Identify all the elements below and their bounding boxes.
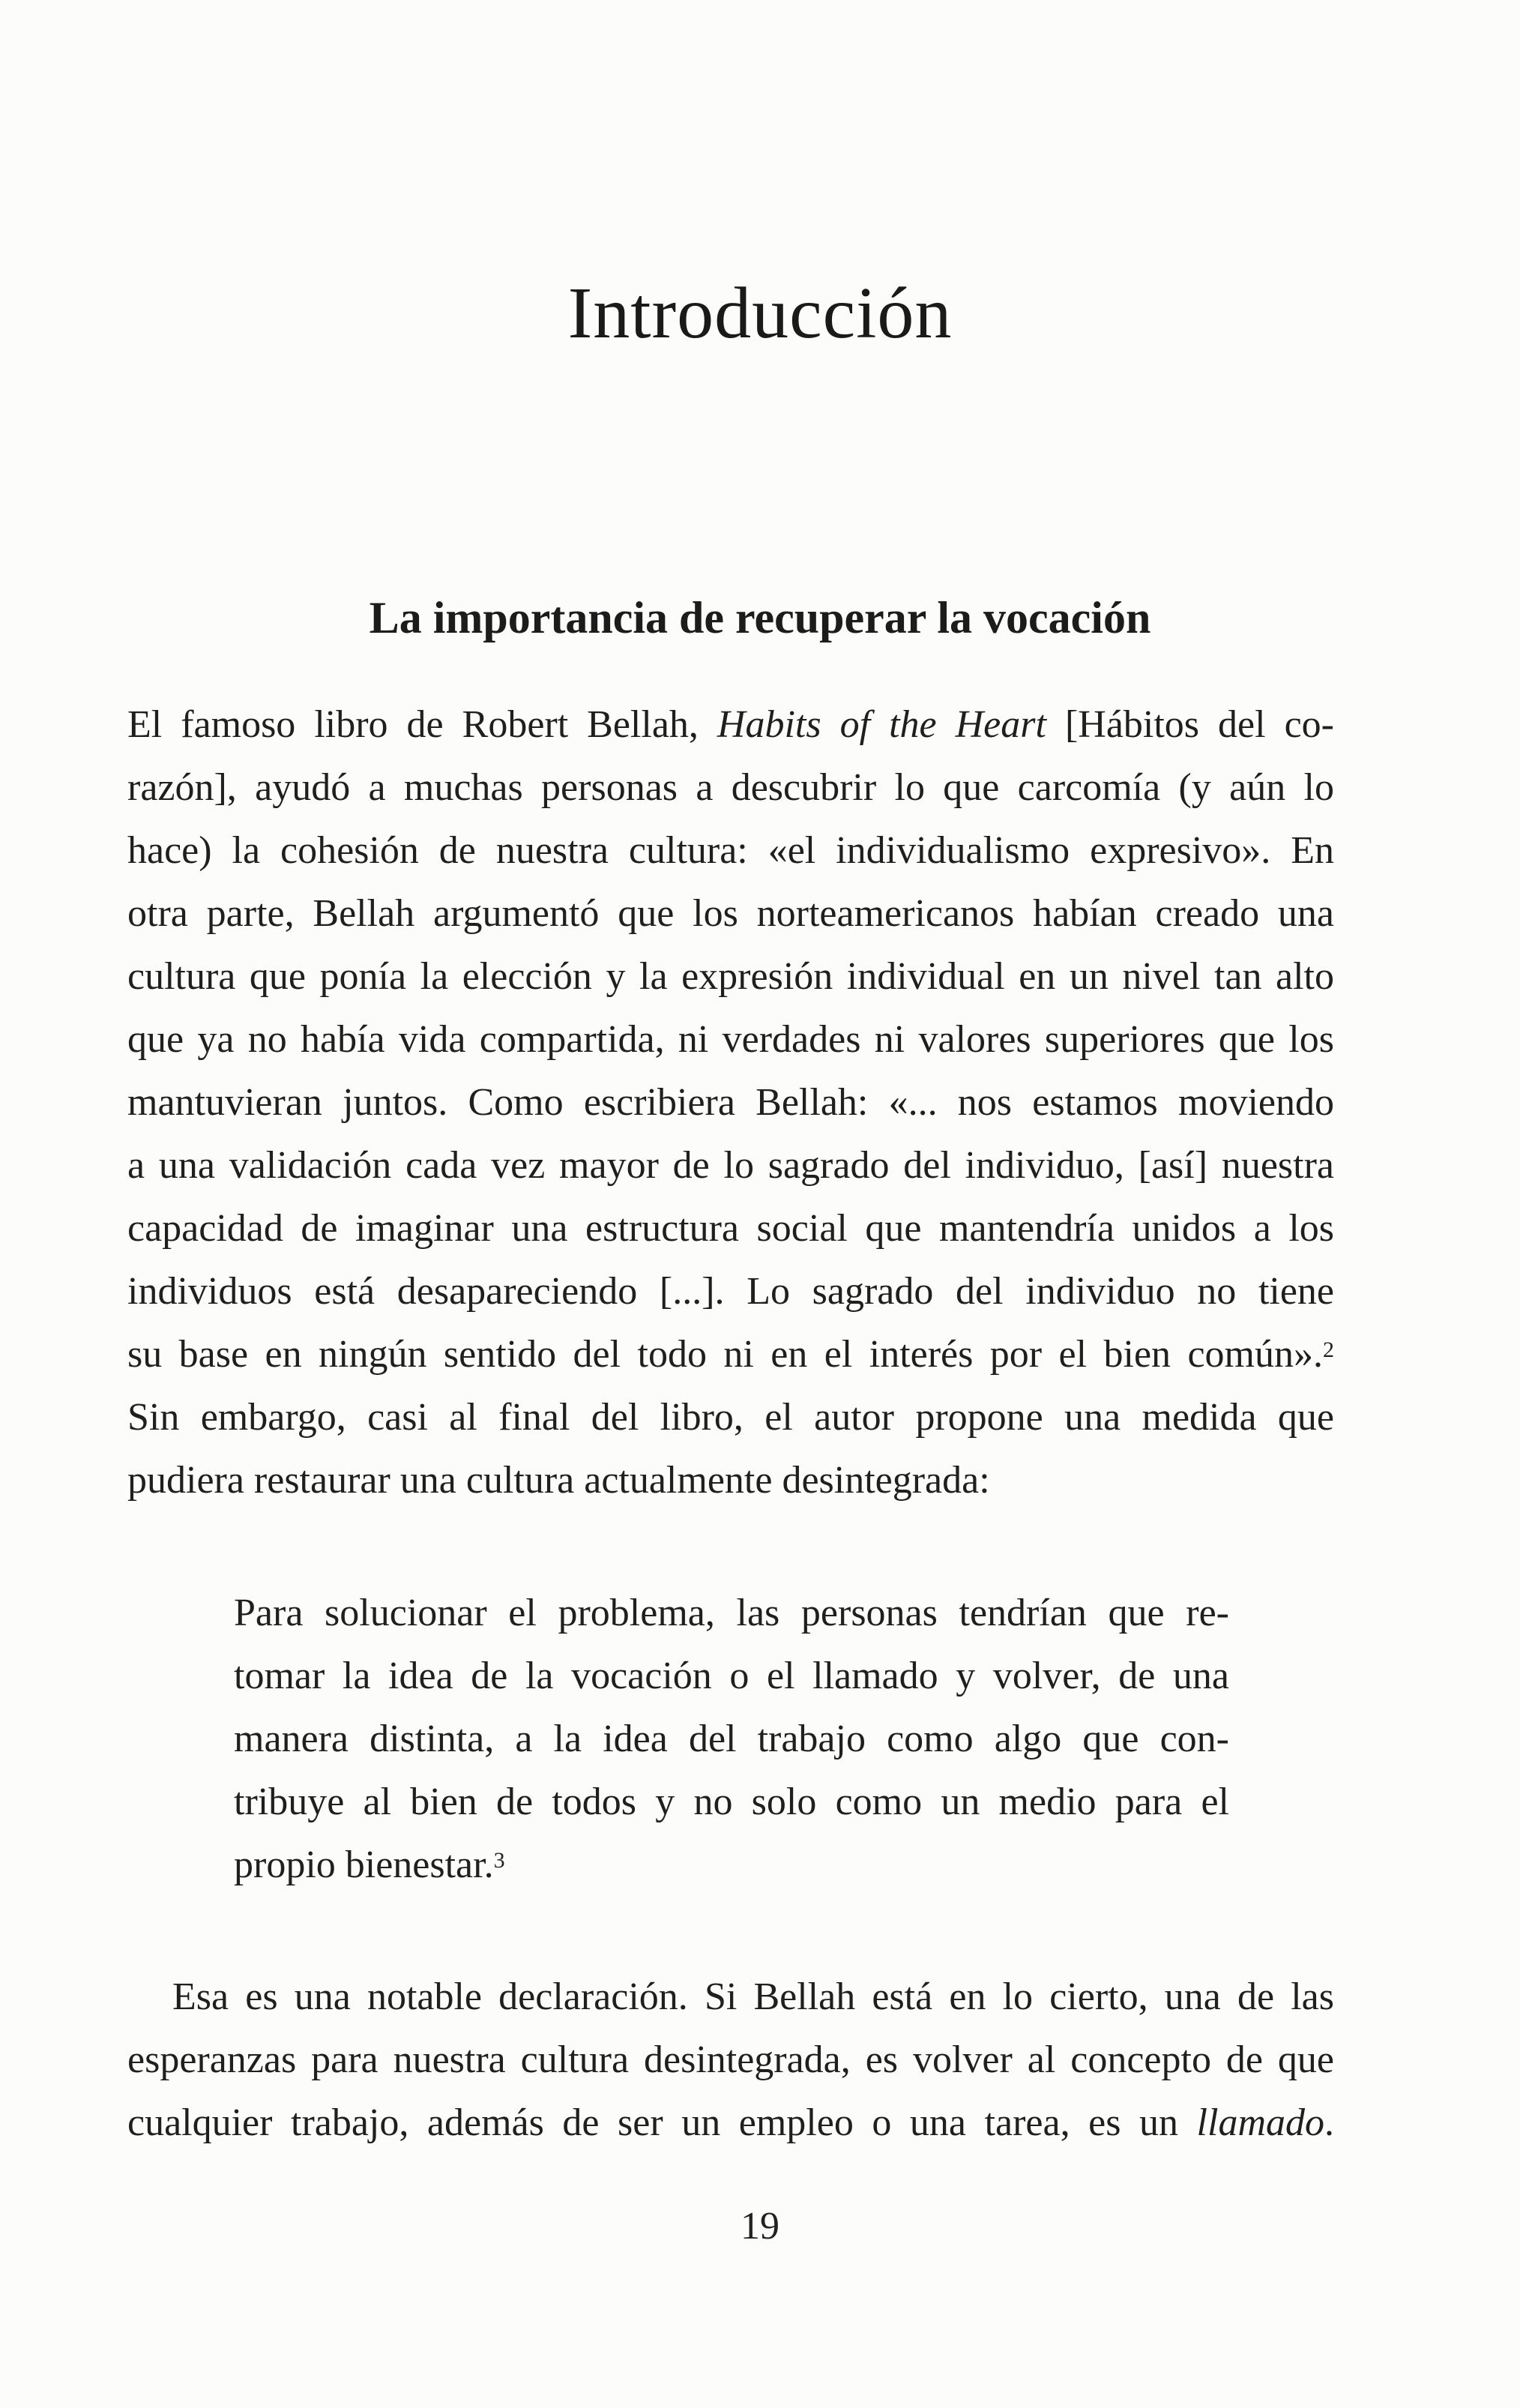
paragraph-line bbox=[127, 693, 1334, 756]
paragraph-line: a una validación cada vez mayor de lo sagrado del individuo, [así] nuestra bbox=[127, 1144, 1334, 1187]
quote-line: Para solucionar el problema, las personas tendrían que re- bbox=[234, 1592, 1229, 1634]
footnote-marker: 2 bbox=[1323, 1337, 1334, 1362]
paragraph-line: Esa es una notable declaración. Si Bellah está en lo cierto, una de las bbox=[172, 1975, 1334, 2018]
paragraph-line bbox=[127, 2092, 1334, 2155]
quote-line: tomar la idea de la vocación o el llamado y volver, de una bbox=[234, 1655, 1229, 1697]
paragraph-line: que ya no había vida compartida, ni verdades ni valores superiores que los bbox=[127, 1018, 1334, 1061]
text-span: [Hábitos del co- bbox=[1046, 703, 1334, 746]
paragraph-line: razón], ayudó a muchas personas a descubrir lo que carcomía (y aún lo bbox=[127, 766, 1334, 809]
paragraph-line: mantuvieran juntos. Como escribiera Bellah: «... nos estamos moviendo bbox=[127, 1081, 1334, 1124]
quote-line bbox=[234, 1834, 1229, 1897]
footnote-marker: 3 bbox=[493, 1848, 505, 1873]
paragraph-line bbox=[127, 1323, 1334, 1386]
book-title-italic: Habits of the Heart bbox=[717, 703, 1046, 746]
paragraph-line: otra parte, Bellah argumentó que los norteamericanos habían creado una bbox=[127, 892, 1334, 935]
text-span: propio bienestar. bbox=[234, 1843, 494, 1886]
quote-line: manera distinta, a la idea del trabajo como algo que con- bbox=[234, 1718, 1229, 1760]
paragraph-line: capacidad de imaginar una estructura social que mantendría unidos a los bbox=[127, 1207, 1334, 1250]
quote-line: tribuye al bien de todos y no solo como un medio para el bbox=[234, 1781, 1229, 1823]
text-span: su base en ningún sentido del todo ni en el interés por el bien común». bbox=[127, 1333, 1323, 1376]
text-span: . bbox=[1324, 2101, 1334, 2144]
text-span: El famoso libro de Robert Bellah, bbox=[127, 703, 717, 746]
paragraph-line: Sin embargo, casi al final del libro, el autor propone una medida que bbox=[127, 1396, 1334, 1439]
paragraph-line: esperanzas para nuestra cultura desintegrada, es volver al concepto de que bbox=[127, 2038, 1334, 2081]
text-span: cualquier trabajo, además de ser un empleo o una tarea, es un bbox=[127, 2101, 1197, 2144]
paragraph-line: cultura que ponía la elección y la expresión individual en un nivel tan alto bbox=[127, 955, 1334, 998]
paragraph-line: pudiera restaurar una cultura actualmente desintegrada: bbox=[127, 1459, 990, 1502]
chapter-title: Introducción bbox=[567, 273, 953, 354]
emphasis-italic: llamado bbox=[1196, 2101, 1324, 2144]
paragraph-line: individuos está desapareciendo [...]. Lo sagrado del individuo no tiene bbox=[127, 1270, 1334, 1313]
paragraph-line: hace) la cohesión de nuestra cultura: «el individualismo expresivo». En bbox=[127, 829, 1334, 872]
section-title: La importancia de recuperar la vocación bbox=[369, 593, 1151, 642]
page-number: 19 bbox=[741, 2205, 779, 2248]
